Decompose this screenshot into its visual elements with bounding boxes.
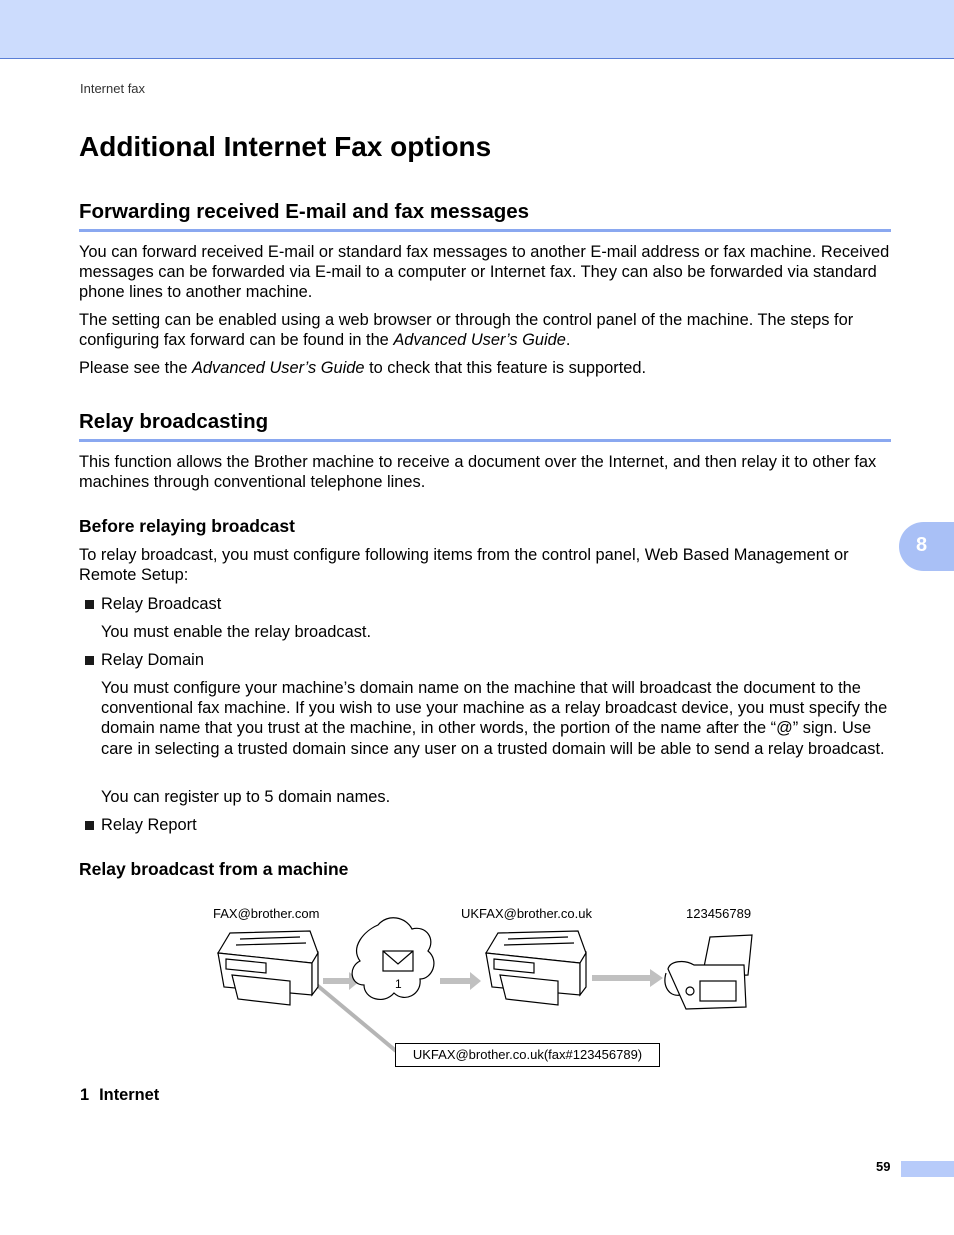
sender-address-label: FAX@brother.com <box>213 906 320 921</box>
header-band <box>0 0 954 59</box>
relay-broadcast-description: You must enable the relay broadcast. <box>101 623 372 641</box>
bullet-square-icon <box>85 821 94 830</box>
chapter-tab <box>899 522 954 571</box>
relay-address-box: UKFAX@brother.co.uk(fax#123456789) <box>395 1043 660 1067</box>
list-item-relay-domain: Relay Domain <box>85 650 204 670</box>
footnote-text: Internet <box>99 1086 160 1104</box>
fax-number-label: 123456789 <box>686 906 752 921</box>
relay-domain-limit: You can register up to 5 domain names. <box>101 788 391 806</box>
page-number: 59 <box>876 1159 891 1174</box>
section-heading-relay: Relay broadcasting <box>79 410 891 442</box>
relay-broadcast-diagram <box>200 895 780 1075</box>
relay-machine-icon <box>486 931 586 1005</box>
page-title: Additional Internet Fax options <box>79 131 492 162</box>
arrow-to-relay-icon <box>440 972 481 990</box>
chapter-number: 8 <box>916 534 928 556</box>
forwarding-paragraph-2: The setting can be enabled using a web browser or through the control panel of the machine. The steps for configuring fax forward can be found in the Advanced User’s Guide. <box>79 311 854 350</box>
running-head: Internet fax <box>80 81 146 96</box>
relay-address-label: UKFAX@brother.co.uk <box>461 906 592 921</box>
subheading-before-relaying: Before relaying broadcast <box>79 516 295 536</box>
forwarding-paragraph-3: Please see the Advanced User’s Guide to check that this feature is supported. <box>79 359 647 377</box>
relay-domain-description: You must configure your machine’s domain name on the machine that will broadcast the document to the conventional fax machine. If you wish to use your machine as a relay broadcast device, you must specify the domain name that you trust at the machine, in other words, the portion of the name after the “@” sign. Use care in selecting a trusted domain since any user on a trusted domain will be able to send a relay broadcast. <box>101 679 888 758</box>
relay-paragraph: This function allows the Brother machine to receive a document over the Internet, and then relay it to other fax machines through conventional telephone lines. <box>79 453 877 492</box>
bullet-square-icon <box>85 656 94 665</box>
envelope-icon <box>383 951 413 971</box>
footnote-number: 1 <box>80 1086 90 1104</box>
bullet-square-icon <box>85 600 94 609</box>
subheading-relay-from-machine: Relay broadcast from a machine <box>79 859 349 879</box>
guide-reference: Advanced User’s Guide <box>192 359 365 377</box>
footnote <box>80 1086 159 1105</box>
sender-machine-icon <box>218 931 318 1005</box>
internet-cloud-icon <box>352 918 434 1000</box>
cloud-marker: 1 <box>395 977 402 991</box>
page-number-tab <box>901 1161 954 1177</box>
forwarding-paragraph-1: You can forward received E-mail or standard fax messages to another E-mail address or fax machine. Received messages can be forwarded via E-mail to a computer or Internet fax. They can also be forwarded via standard phone lines to another machine. <box>79 243 890 302</box>
fax-machine-icon <box>665 935 752 1009</box>
arrow-to-fax-icon <box>592 969 663 987</box>
section-heading-forwarding: Forwarding received E-mail and fax messages <box>79 200 891 232</box>
list-item-relay-report: Relay Report <box>85 815 197 835</box>
list-item-relay-broadcast: Relay Broadcast <box>85 594 221 614</box>
before-relaying-intro: To relay broadcast, you must configure following items from the control panel, Web Based Management or Remote Setup: <box>79 546 849 585</box>
guide-reference: Advanced User’s Guide <box>393 331 566 350</box>
